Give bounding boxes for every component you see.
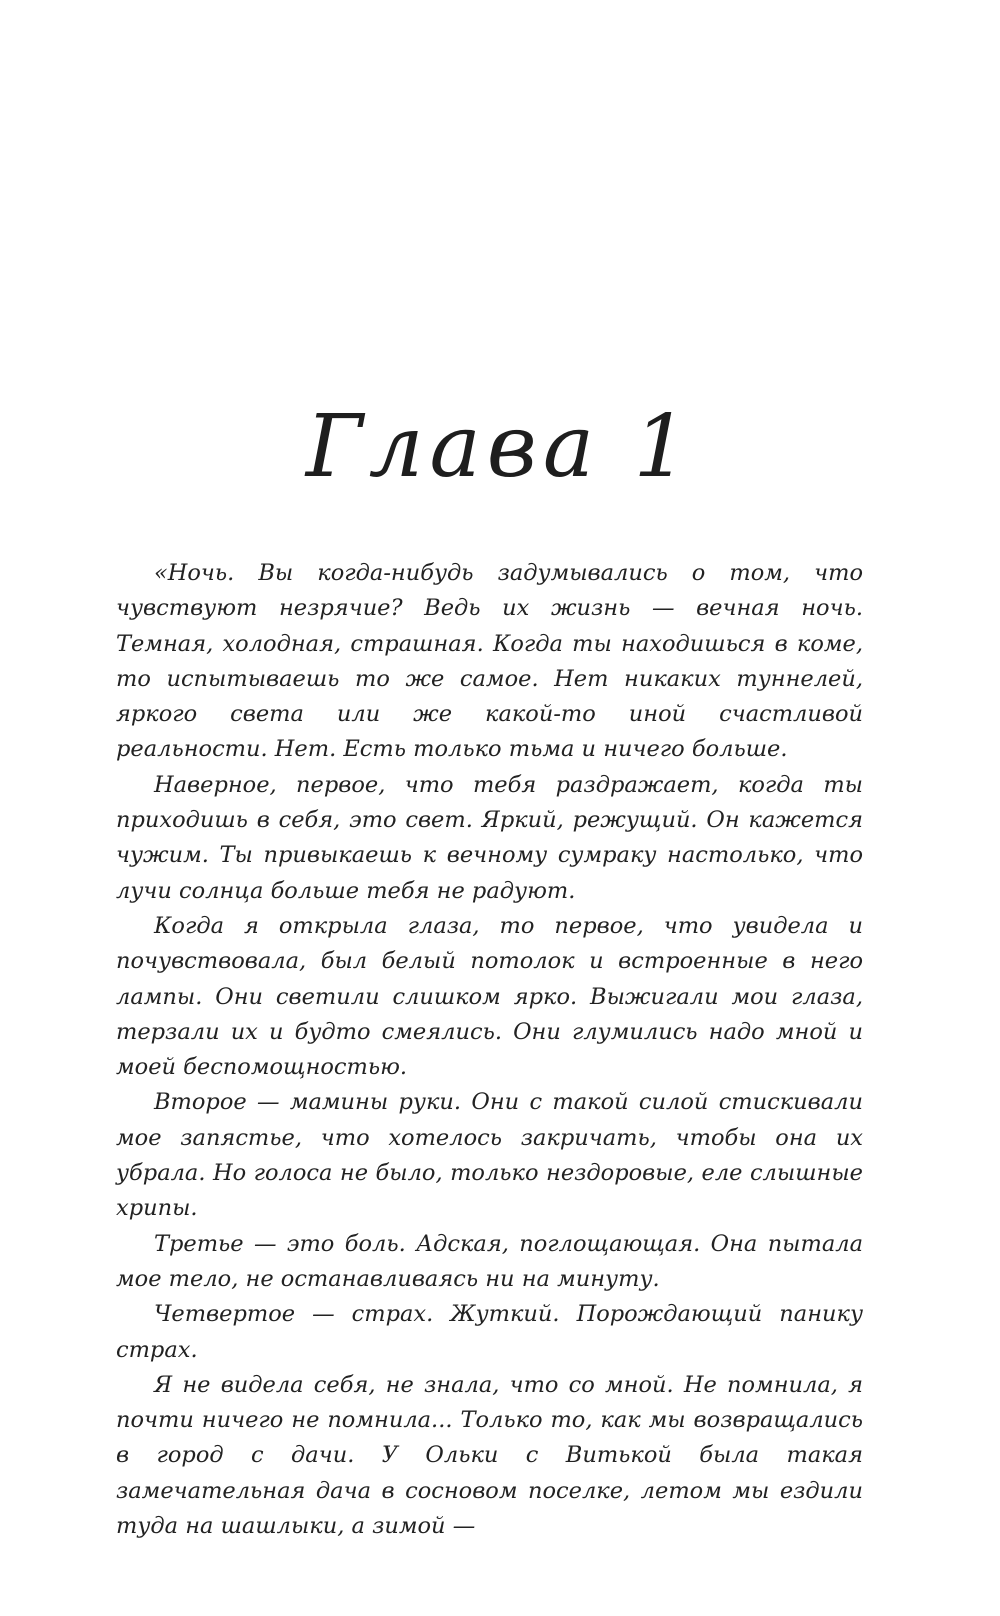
chapter-title: Глава 1 bbox=[305, 397, 695, 497]
paragraph: Второе — мамины руки. Они с такой силой стискивали мое запястье, что хотелось закричать, чтобы она их убрала. Но голоса не было, только нездоровые, еле слышные хрипы. bbox=[116, 1089, 863, 1222]
paragraph: Когда я открыла глаза, то первое, что увидела и почувствовала, был белый потолок и встроенные в него лампы. Они светили слишком ярко. Выжигали мои глаза, терзали их и будто смеялись. Они глумились надо мной и моей беспомощностью. bbox=[116, 912, 863, 1081]
paragraph: Третье — это боль. Адская, поглощающая. Она пытала мое тело, не останавливаясь ни на минуту. bbox=[116, 1230, 863, 1292]
chapter-body bbox=[116, 556, 863, 1544]
paragraph: Я не видела себя, не знала, что со мной. Не помнила, я почти ничего не помнила... Только то, как мы возвращались в город с дачи. У Ольки с Витькой была такая замечательная дача в сосновом поселке, летом мы ездили туда на шашлыки, а зимой — bbox=[116, 1371, 863, 1540]
paragraph: Наверное, первое, что тебя раздражает, когда ты приходишь в себя, это свет. Яркий, режущий. Он кажется чужим. Ты привыкаешь к вечному сумраку настолько, что лучи солнца больше тебя не радуют. bbox=[116, 771, 863, 904]
paragraph: «Ночь. Вы когда-нибудь задумывались о том, что чувствуют незрячие? Ведь их жизнь — вечная ночь. Темная, холодная, страшная. Когда ты находишься в коме, то испытываешь то же самое. Нет никаких туннелей, яркого света или же какой-то иной счастливой реальности. Нет. Есть только тьма и ничего больше. bbox=[116, 560, 863, 763]
paragraph: Четвертое — страх. Жуткий. Порождающий панику страх. bbox=[116, 1301, 863, 1363]
